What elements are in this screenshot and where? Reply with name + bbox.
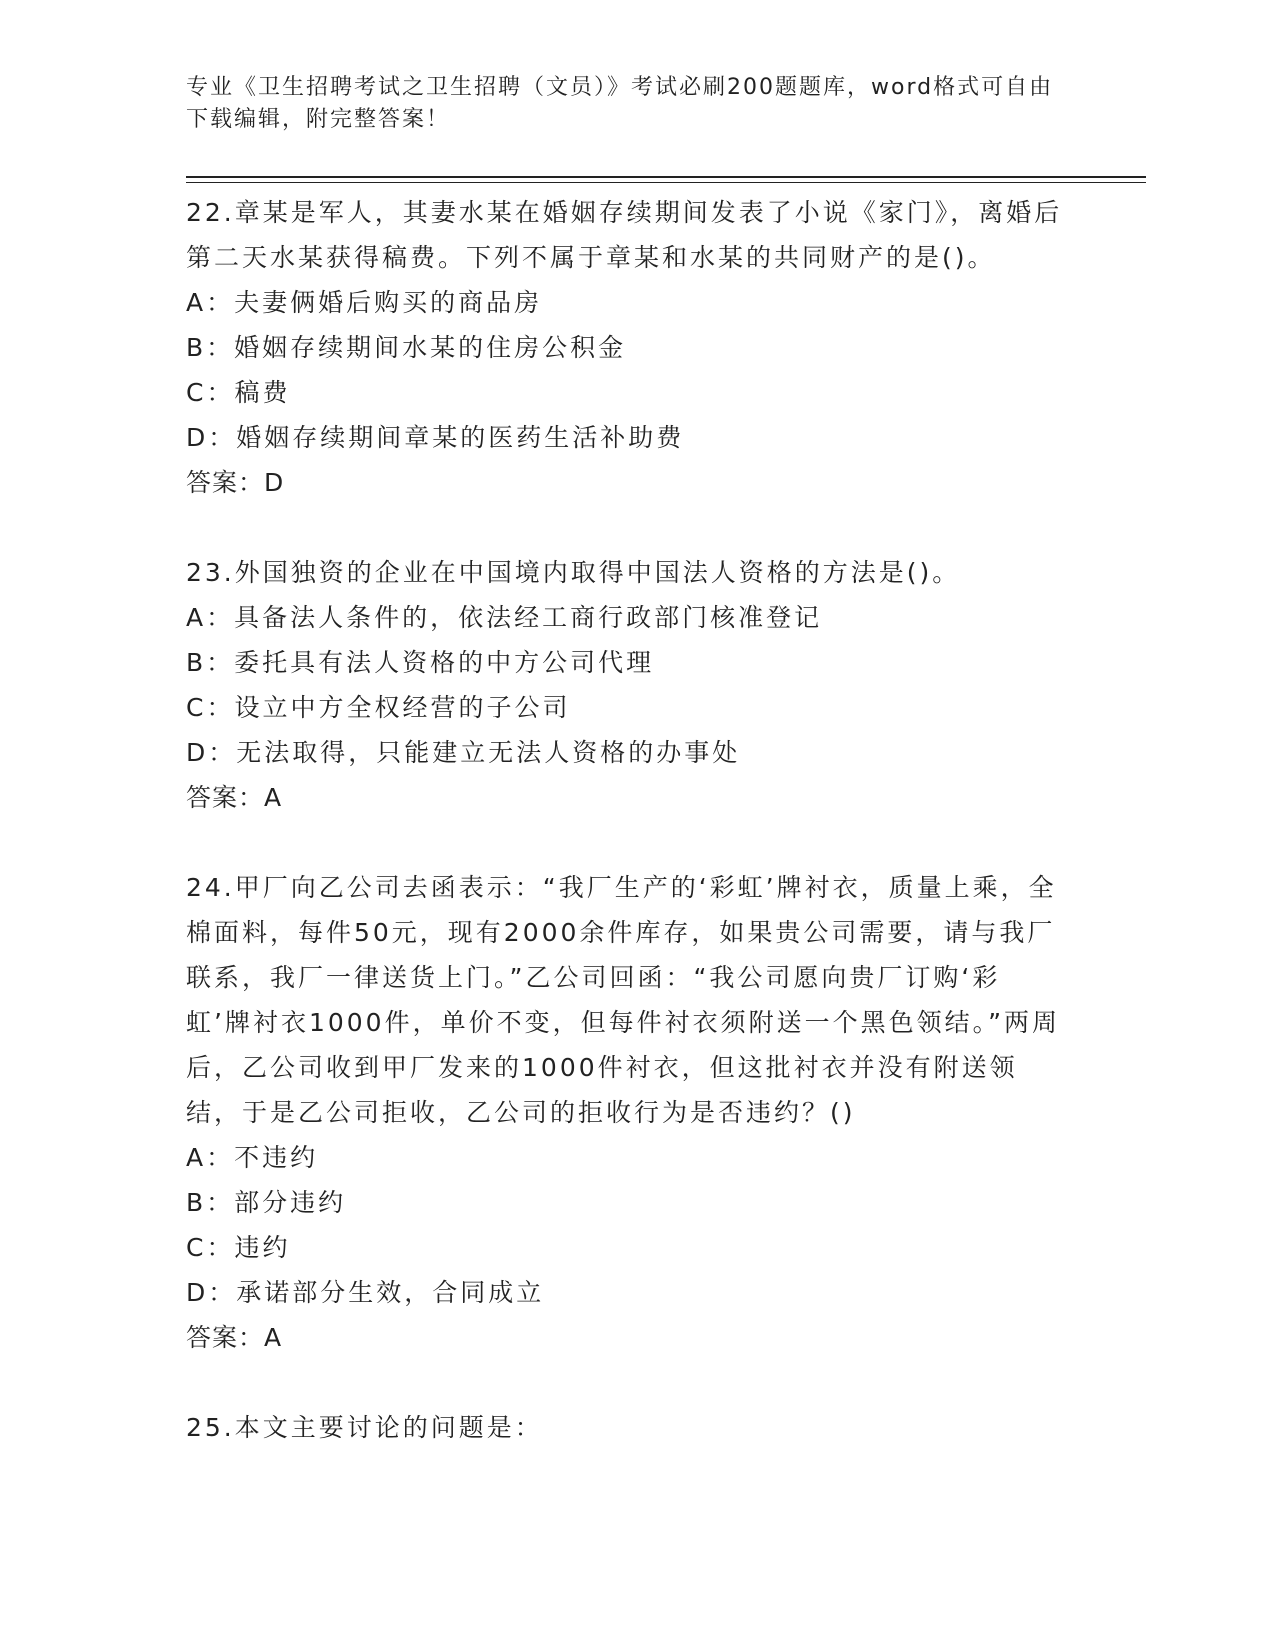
- answer-line: 答案：A: [186, 783, 283, 812]
- option-b: B：婚姻存续期间水某的住房公积金: [186, 333, 627, 362]
- document-header: 专业《卫生招聘考试之卫生招聘（文员）》考试必刷200题题库，word格式可自由下载编辑，附完整答案！: [186, 75, 1054, 132]
- answer-line: 答案：A: [186, 1323, 283, 1352]
- question-22: [186, 190, 1066, 505]
- question-stem: 23.外国独资的企业在中国境内取得中国法人资格的方法是()。: [186, 558, 961, 587]
- question-25: [186, 1405, 1066, 1450]
- question-stem: 25.本文主要讨论的问题是：: [186, 1413, 543, 1442]
- option-c: C：设立中方全权经营的子公司: [186, 693, 571, 722]
- header-divider-thin: [186, 182, 1146, 183]
- option-c: C：稿费: [186, 378, 291, 407]
- question-24: [186, 865, 1066, 1360]
- option-b: B：委托具有法人资格的中方公司代理: [186, 648, 655, 677]
- option-a: A：夫妻俩婚后购买的商品房: [186, 288, 543, 317]
- option-a: A：具备法人条件的，依法经工商行政部门核准登记: [186, 603, 823, 632]
- option-b: B：部分违约: [186, 1188, 347, 1217]
- question-stem: 22.章某是军人，其妻水某在婚姻存续期间发表了小说《家门》，离婚后第二天水某获得稿费。下列不属于章某和水某的共同财产的是()。: [186, 198, 1063, 272]
- option-d: D：承诺部分生效，合同成立: [186, 1278, 545, 1307]
- question-stem: 24.甲厂向乙公司去函表示：“我厂生产的‘彩虹’牌衬衣，质量上乘，全棉面料，每件50元，现有2000余件库存，如果贵公司需要，请与我厂联系，我厂一律送货上门。”乙公司回函：“我公司愿向贵厂订购‘彩虹’牌衬衣1000件，单价不变，但每件衬衣须附送一个黑色领结。”两周后，乙公司收到甲厂发来的1000件衬衣，但这批衬衣并没有附送领结，于是乙公司拒收，乙公司的拒收行为是否违约？(): [186, 873, 1061, 1127]
- question-23: [186, 550, 1066, 820]
- option-c: C：违约: [186, 1233, 291, 1262]
- option-d: D：无法取得，只能建立无法人资格的办事处: [186, 738, 741, 767]
- option-a: A：不违约: [186, 1143, 319, 1172]
- answer-line: 答案：D: [186, 468, 285, 497]
- question-list: [186, 190, 1066, 1495]
- header-divider-thick: [186, 176, 1146, 178]
- option-d: D：婚姻存续期间章某的医药生活补助费: [186, 423, 685, 452]
